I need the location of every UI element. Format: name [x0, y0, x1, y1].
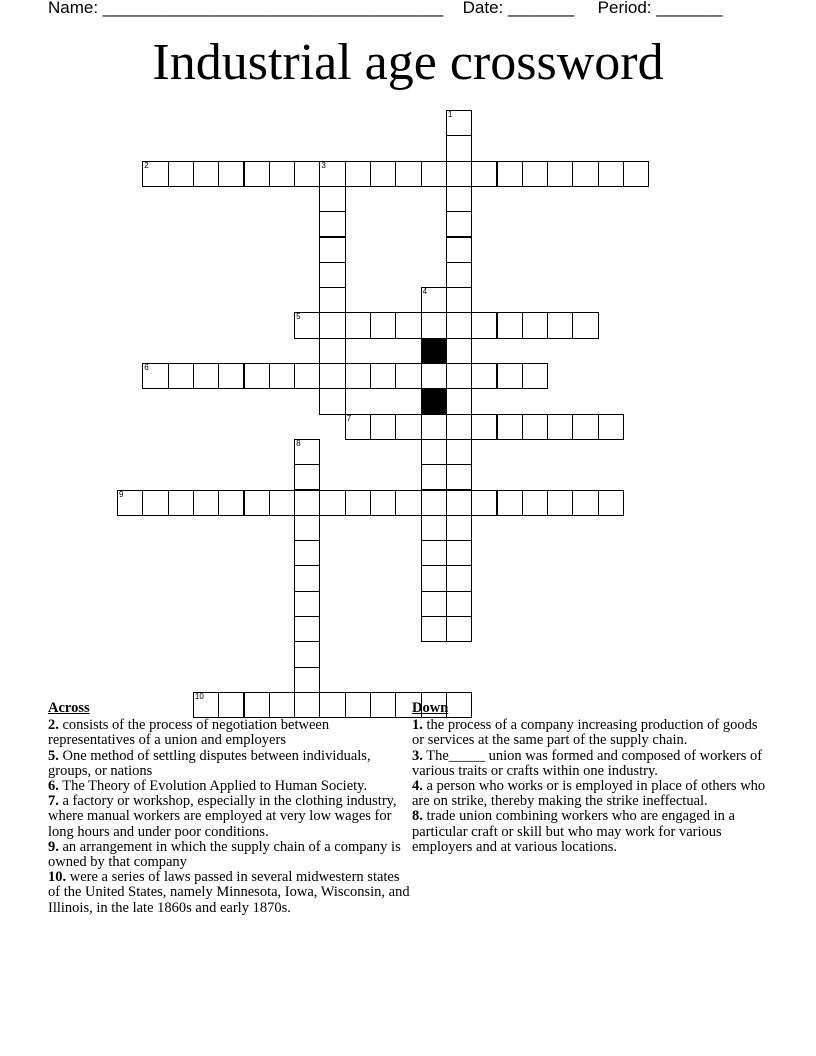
grid-cell[interactable] — [218, 363, 244, 389]
grid-cell[interactable] — [294, 540, 320, 566]
grid-cell[interactable] — [572, 490, 598, 516]
grid-cell[interactable] — [471, 161, 497, 187]
grid-cell[interactable] — [421, 287, 447, 313]
clue-item — [412, 718, 772, 748]
grid-cell[interactable] — [345, 312, 371, 338]
clue-item — [48, 870, 410, 916]
grid-cell[interactable] — [319, 287, 345, 313]
grid-cell[interactable] — [421, 490, 447, 516]
grid-cell[interactable] — [446, 110, 472, 136]
clue-number: 10 — [194, 691, 204, 701]
grid-cell[interactable] — [319, 161, 345, 187]
grid-cell[interactable] — [446, 211, 472, 237]
date-blank[interactable]: _______ — [508, 0, 575, 17]
clue-item-text: were a series of laws passed in several midwestern states of the United States, namely Minnesota, Iowa, Wisconsin, and Illinois, in the late 1860s and early 1870s. — [48, 869, 410, 916]
grid-cell[interactable] — [168, 490, 194, 516]
across-clues — [48, 701, 410, 916]
grid-cell[interactable] — [142, 490, 168, 516]
grid-cell[interactable] — [345, 363, 371, 389]
down-heading: Down — [412, 700, 449, 716]
grid-cell[interactable] — [142, 363, 168, 389]
clue-item — [412, 809, 772, 855]
clue-item-text: trade union combining workers who are engaged in a particular craft or skill but who may work for various employers and at various locations. — [412, 808, 735, 855]
grid-cell[interactable] — [497, 363, 523, 389]
grid-cell[interactable] — [497, 312, 523, 338]
clue-item — [48, 794, 410, 840]
clue-item-text: a factory or workshop, especially in the clothing industry, where manual workers are employed at very low wages for long hours and under poor conditions. — [48, 793, 397, 840]
clue-item-text: a person who works or is employed in place of others who are on strike, thereby making the strike ineffectual. — [412, 778, 766, 810]
name-label: Name: — [48, 0, 103, 17]
grid-cell[interactable] — [193, 161, 219, 187]
grid-cell[interactable] — [572, 312, 598, 338]
grid-cell[interactable] — [446, 591, 472, 617]
clue-item — [48, 840, 410, 870]
clue-item-text: The_____ union was formed and composed of workers of various traits or crafts within one industry. — [412, 747, 763, 779]
clue-item — [48, 779, 410, 794]
clue-item-number: 9. — [48, 838, 59, 855]
grid-cell[interactable] — [395, 161, 421, 187]
grid-cell[interactable] — [598, 414, 624, 440]
grid-cell[interactable] — [598, 490, 624, 516]
grid-cell[interactable] — [421, 464, 447, 490]
grid-cell[interactable] — [117, 490, 143, 516]
clue-item-number: 6. — [48, 778, 59, 795]
clue-number: 6 — [144, 363, 149, 372]
grid-cell[interactable] — [319, 312, 345, 338]
down-clues — [412, 701, 772, 855]
grid-cell[interactable] — [370, 490, 396, 516]
grid-cell[interactable] — [345, 161, 371, 187]
grid-cell[interactable] — [168, 363, 194, 389]
grid-cell[interactable] — [446, 515, 472, 541]
grid-cell[interactable] — [446, 540, 472, 566]
clue-item-number: 10. — [48, 869, 67, 886]
grid-cell[interactable] — [168, 161, 194, 187]
grid-cell[interactable] — [370, 312, 396, 338]
grid-cell[interactable] — [319, 388, 345, 414]
grid-cell[interactable] — [446, 363, 472, 389]
grid-cell[interactable] — [269, 161, 295, 187]
date-label: Date: — [462, 0, 508, 17]
grid-cell[interactable] — [547, 414, 573, 440]
grid-cell[interactable] — [294, 515, 320, 541]
grid-cell[interactable] — [446, 161, 472, 187]
clue-item-text: The Theory of Evolution Applied to Human Society. — [58, 778, 368, 795]
clue-number: 5 — [296, 312, 301, 322]
clue-number: 4 — [422, 287, 428, 297]
clue-item-number: 2. — [48, 717, 59, 734]
grid-cell[interactable] — [446, 237, 472, 263]
grid-cell[interactable] — [446, 439, 472, 465]
grid-cell[interactable] — [294, 667, 320, 693]
grid-cell[interactable] — [446, 262, 472, 288]
clue-item — [48, 749, 410, 779]
grid-cell[interactable] — [395, 490, 421, 516]
clue-number: 3 — [321, 160, 326, 170]
grid-cell[interactable] — [522, 363, 548, 389]
grid-cell[interactable] — [193, 363, 219, 389]
clue-item-number: 4. — [412, 778, 423, 795]
grid-cell[interactable] — [471, 312, 497, 338]
grid-cell[interactable] — [421, 161, 447, 187]
clue-item — [412, 779, 772, 809]
grid-cell[interactable] — [319, 363, 345, 389]
grid-cell[interactable] — [370, 161, 396, 187]
grid-cell[interactable] — [421, 363, 447, 389]
clue-item-text: an arrangement in which the supply chain of a company is owned by that company — [48, 838, 401, 871]
grid-cell[interactable] — [446, 186, 472, 212]
grid-cell[interactable] — [421, 439, 447, 465]
grid-cell[interactable] — [623, 161, 649, 187]
grid-cell[interactable] — [218, 490, 244, 516]
grid-cell[interactable] — [370, 363, 396, 389]
clue-item-number: 8. — [412, 808, 423, 825]
grid-cell[interactable] — [294, 591, 320, 617]
grid-cell[interactable] — [269, 490, 295, 516]
grid-cell[interactable] — [294, 464, 320, 490]
grid-cell[interactable] — [218, 161, 244, 187]
down-clue-list — [412, 718, 772, 855]
grid-cell[interactable] — [522, 161, 548, 187]
grid-cell[interactable] — [446, 135, 472, 161]
period-blank[interactable]: _______ — [656, 0, 723, 17]
grid-cell[interactable] — [522, 414, 548, 440]
clue-item — [412, 749, 772, 779]
grid-cell[interactable] — [446, 464, 472, 490]
grid-cell[interactable] — [547, 161, 573, 187]
grid-cell[interactable] — [598, 161, 624, 187]
grid-cell[interactable] — [345, 490, 371, 516]
clue-item-text: the process of a company increasing production of goods or services at the same part of the supply chain. — [412, 717, 758, 749]
grid-cell[interactable] — [395, 414, 421, 440]
grid-cell[interactable] — [319, 237, 345, 263]
across-clue-list — [48, 718, 410, 916]
grid-cell[interactable] — [421, 414, 447, 440]
clue-item — [48, 718, 410, 748]
grid-cell[interactable] — [193, 490, 219, 516]
grid-cell[interactable] — [471, 414, 497, 440]
grid-cell[interactable] — [446, 414, 472, 440]
period-label: Period: — [597, 0, 657, 17]
grid-cell[interactable] — [294, 565, 320, 591]
grid-cell[interactable] — [294, 161, 320, 187]
grid-cell[interactable] — [294, 312, 320, 338]
grid-cell[interactable] — [294, 490, 320, 516]
page-title: Industrial age crossword — [152, 34, 664, 91]
grid-cell[interactable] — [294, 363, 320, 389]
black-cell — [421, 338, 447, 364]
grid-cell[interactable] — [395, 363, 421, 389]
grid-cell[interactable] — [244, 363, 270, 389]
grid-cell[interactable] — [244, 490, 270, 516]
clue-item-text: One method of settling disputes between individuals, groups, or nations — [48, 747, 371, 779]
grid-cell[interactable] — [522, 312, 548, 338]
grid-cell[interactable] — [421, 616, 447, 642]
grid-cell[interactable] — [421, 591, 447, 617]
grid-cell[interactable] — [471, 363, 497, 389]
black-cell — [421, 388, 447, 414]
grid-cell[interactable] — [572, 161, 598, 187]
grid-cell[interactable] — [446, 565, 472, 591]
grid-cell[interactable] — [446, 338, 472, 364]
grid-cell[interactable] — [319, 262, 345, 288]
clue-number: 8 — [296, 438, 301, 448]
grid-cell[interactable] — [421, 540, 447, 566]
grid-cell[interactable] — [421, 565, 447, 591]
grid-cell[interactable] — [395, 312, 421, 338]
grid-cell[interactable] — [421, 515, 447, 541]
grid-cell[interactable] — [446, 388, 472, 414]
grid-cell[interactable] — [446, 287, 472, 313]
clue-item-number: 7. — [48, 793, 59, 810]
clue-number: 2 — [144, 160, 149, 170]
grid-cell[interactable] — [497, 161, 523, 187]
clue-number: 1 — [447, 110, 453, 119]
grid-cell[interactable] — [497, 414, 523, 440]
grid-cell[interactable] — [547, 490, 573, 516]
grid-cell[interactable] — [345, 414, 371, 440]
grid-cell[interactable] — [319, 338, 345, 364]
grid-cell[interactable] — [294, 641, 320, 667]
grid-cell[interactable] — [522, 490, 548, 516]
grid-cell[interactable] — [319, 211, 345, 237]
grid-cell[interactable] — [446, 490, 472, 516]
grid-cell[interactable] — [142, 161, 168, 187]
clue-item-number: 5. — [48, 747, 59, 764]
grid-cell[interactable] — [446, 312, 472, 338]
grid-cell[interactable] — [294, 616, 320, 642]
grid-cell[interactable] — [319, 490, 345, 516]
clue-number: 7 — [346, 413, 352, 423]
grid-cell[interactable] — [471, 490, 497, 516]
clue-number: 9 — [119, 489, 124, 499]
grid-cell[interactable] — [319, 186, 345, 212]
grid-cell[interactable] — [244, 161, 270, 187]
grid-cell[interactable] — [294, 439, 320, 465]
grid-cell[interactable] — [547, 312, 573, 338]
grid-cell[interactable] — [497, 490, 523, 516]
grid-cell[interactable] — [572, 414, 598, 440]
across-heading: Across — [48, 700, 90, 716]
name-blank[interactable]: ____________________________________ — [102, 0, 444, 17]
clue-item-text: consists of the process of negotiation between representatives of a union and employers — [48, 717, 330, 749]
grid-cell[interactable] — [421, 312, 447, 338]
grid-cell[interactable] — [269, 363, 295, 389]
clue-item-number: 1. — [412, 717, 423, 734]
grid-cell[interactable] — [446, 616, 472, 642]
grid-cell[interactable] — [370, 414, 396, 440]
clue-item-number: 3. — [412, 747, 423, 764]
